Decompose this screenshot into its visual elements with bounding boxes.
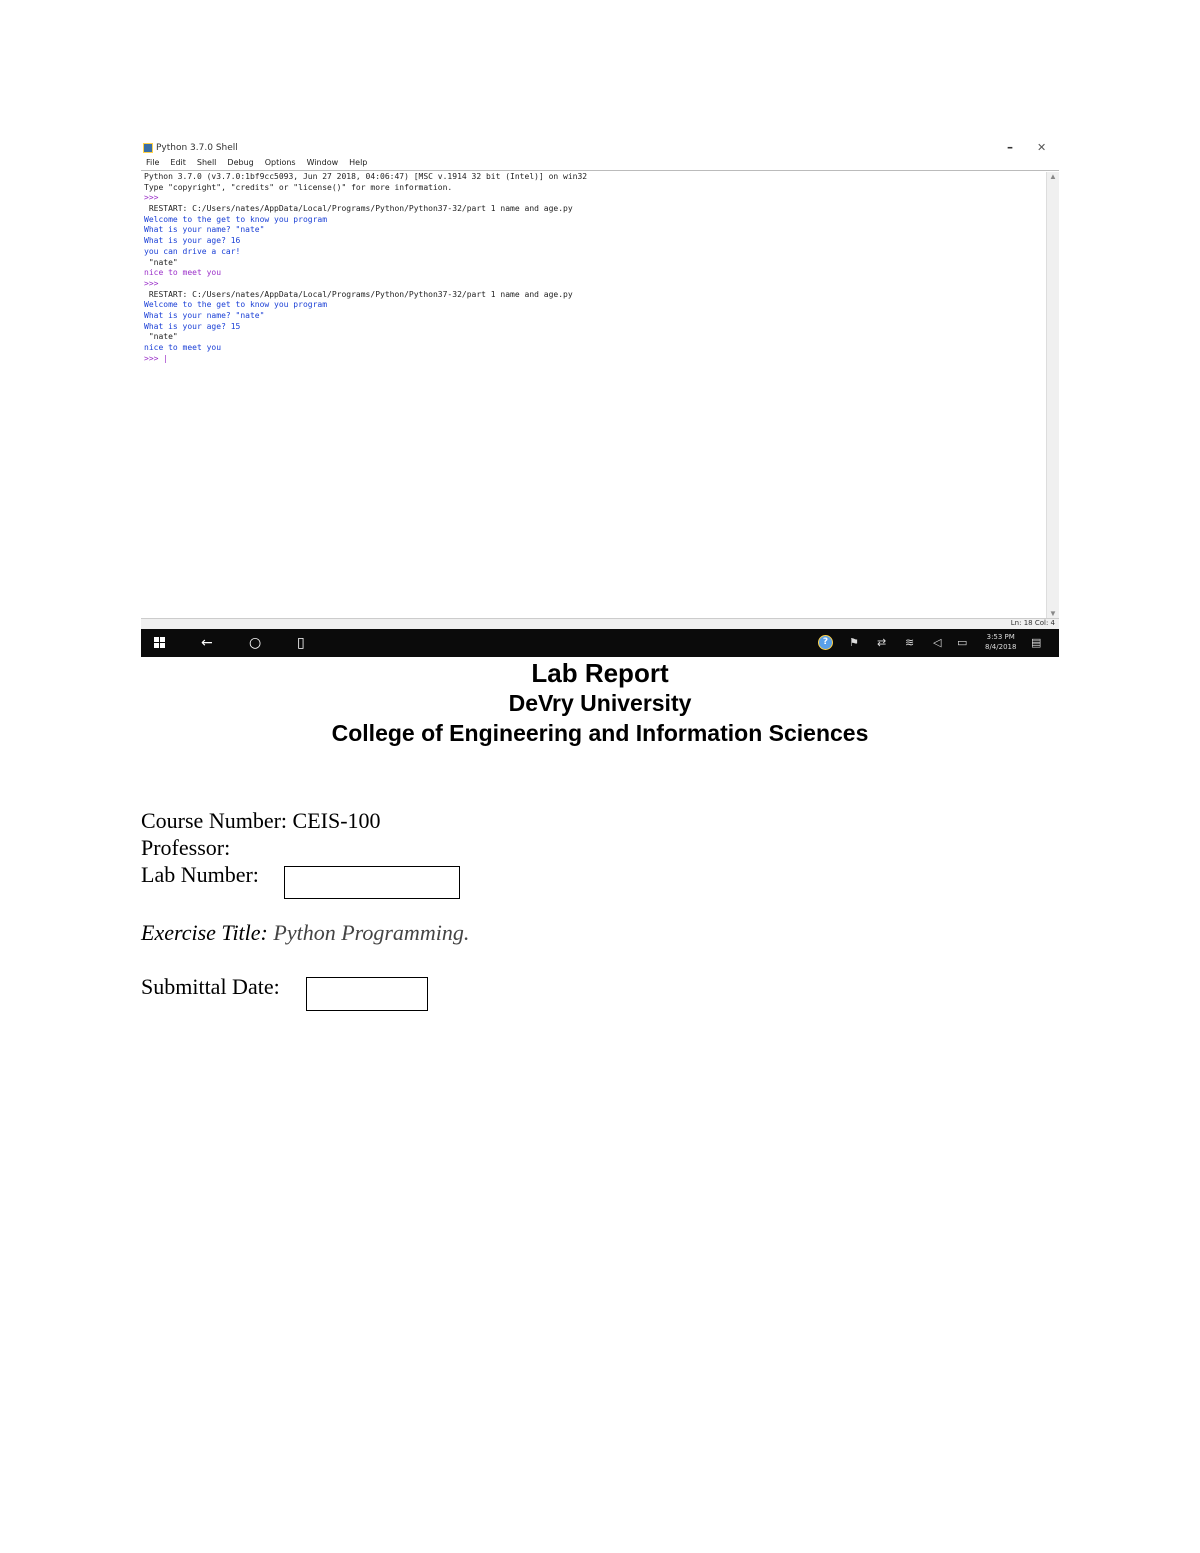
- console-line: nice to meet you: [144, 268, 222, 278]
- volume-icon[interactable]: ◁: [933, 636, 942, 649]
- notifications-icon[interactable]: ▤: [1031, 636, 1042, 649]
- clock-time: 3:53 PM: [986, 633, 1015, 641]
- menu-window[interactable]: Window: [306, 158, 339, 167]
- taskbar-clock[interactable]: [985, 632, 1016, 652]
- console-line: >>>: [144, 278, 164, 288]
- console-line: Welcome to the get to know you program: [144, 300, 328, 310]
- window-titlebar: [141, 140, 1059, 158]
- console-line: >>> |: [144, 353, 169, 363]
- console-line: RESTART: C:/Users/nates/AppData/Local/Programs/Python/Python37-32/part 1 name and age.py: [144, 204, 573, 214]
- battery-icon[interactable]: ▭: [957, 636, 968, 649]
- lab-number-label: Lab Number:: [141, 862, 259, 887]
- console-line: What is your name? "nate": [144, 225, 265, 235]
- console-line: Python 3.7.0 (v3.7.0:1bf9cc5093, Jun 27 2018, 04:06:47) [MSC v.1914 32 bit (Intel)] on win32: [144, 172, 588, 181]
- exercise-title-row: [141, 920, 469, 946]
- people-icon[interactable]: ⚑: [849, 636, 859, 649]
- report-title: Lab Report: [531, 658, 669, 688]
- menu-bar: [141, 158, 1059, 171]
- submittal-date-label: Submittal Date:: [141, 974, 280, 999]
- college-name: College of Engineering and Information Sciences: [331, 720, 869, 746]
- network-icon[interactable]: ⇄: [877, 636, 887, 649]
- menu-options[interactable]: Options: [264, 158, 296, 167]
- console-line: What is your age? 15: [144, 321, 241, 331]
- menu-shell[interactable]: Shell: [196, 158, 217, 167]
- windows-start-icon[interactable]: [154, 637, 166, 649]
- console-line: you can drive a car!: [144, 246, 241, 256]
- vertical-scrollbar[interactable]: [1046, 172, 1059, 618]
- console-line: "nate": [144, 257, 178, 267]
- python-shell-screenshot: [141, 140, 1059, 657]
- help-icon[interactable]: ?: [818, 635, 833, 650]
- menu-help[interactable]: Help: [349, 158, 368, 167]
- scroll-up-icon[interactable]: ▲: [1049, 172, 1057, 181]
- task-view-icon[interactable]: ▯: [297, 635, 305, 651]
- scroll-down-icon[interactable]: ▼: [1049, 609, 1057, 618]
- console-line: >>>: [144, 193, 164, 203]
- console-line: What is your name? "nate": [144, 310, 265, 320]
- taskbar: [141, 629, 1059, 657]
- course-number-label: Course Number:: [141, 808, 288, 833]
- professor-label: Professor:: [141, 835, 231, 860]
- back-arrow-icon[interactable]: ←: [201, 635, 213, 651]
- console-line: RESTART: C:/Users/nates/AppData/Local/Programs/Python/Python37-32/part 1 name and age.py: [144, 289, 573, 299]
- lab-number-box[interactable]: [284, 866, 460, 899]
- python-app-icon: [143, 143, 153, 153]
- submittal-date-box[interactable]: [306, 977, 428, 1011]
- clock-date: 8/4/2018: [985, 643, 1017, 651]
- console-line: nice to meet you: [144, 343, 222, 352]
- wifi-icon[interactable]: ≋: [905, 636, 915, 649]
- university-name: DeVry University: [508, 690, 692, 716]
- exercise-title-value: Python Programming.: [273, 920, 470, 945]
- minimize-icon[interactable]: –: [1007, 140, 1013, 154]
- exercise-title-label: Exercise Title:: [141, 920, 268, 945]
- course-number-value: CEIS-100: [292, 808, 381, 833]
- menu-edit[interactable]: Edit: [170, 158, 186, 167]
- menu-file[interactable]: File: [146, 158, 160, 167]
- close-icon[interactable]: ✕: [1037, 141, 1047, 154]
- console-line: "nate": [144, 332, 178, 342]
- cursor-position: Ln: 18 Col: 4: [1010, 619, 1055, 627]
- menu-debug[interactable]: Debug: [227, 158, 254, 167]
- shell-console-output[interactable]: [144, 172, 1044, 622]
- console-line: Type "copyright", "credits" or "license()" for more information.: [144, 182, 453, 192]
- course-number-row: [141, 808, 381, 834]
- console-line: Welcome to the get to know you program: [144, 214, 328, 224]
- status-bar: [141, 618, 1059, 629]
- window-title: Python 3.7.0 Shell: [156, 143, 238, 153]
- console-line: What is your age? 16: [144, 236, 241, 246]
- search-circle-icon[interactable]: ○: [249, 635, 262, 651]
